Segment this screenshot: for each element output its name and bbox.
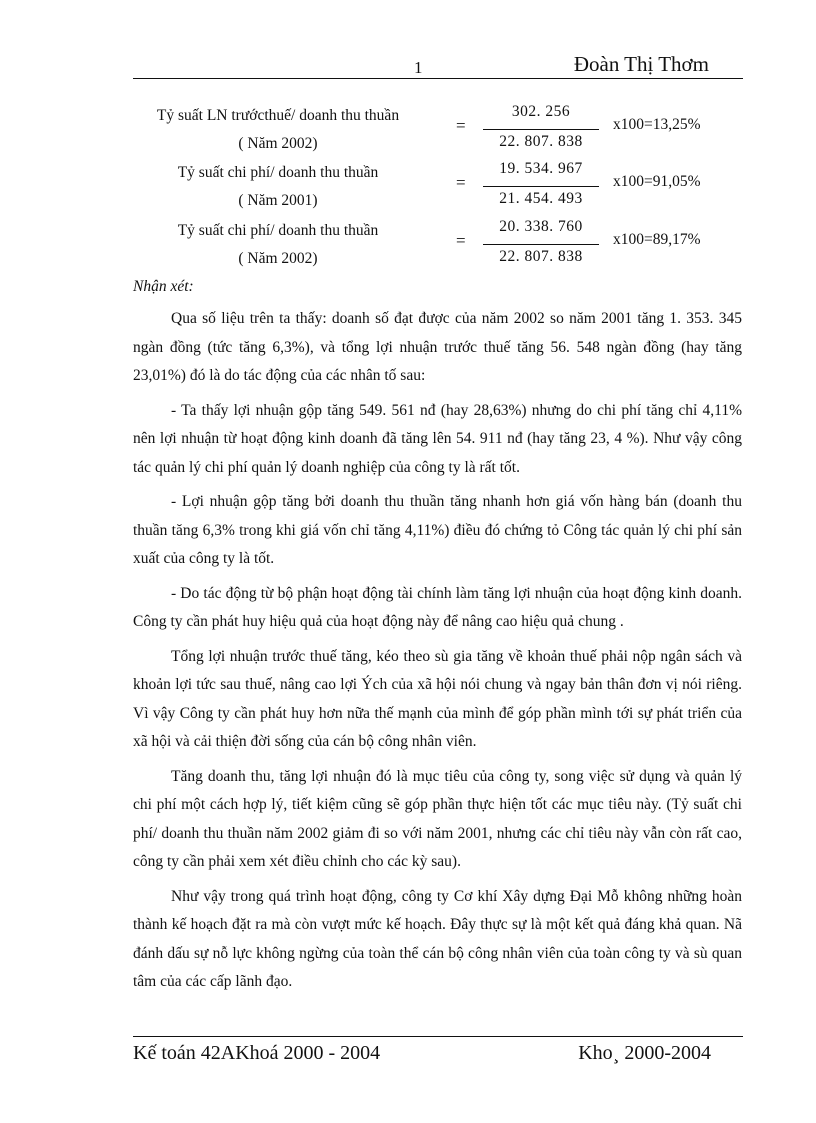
formula-label-line2: ( Năm 2002) [238,135,318,152]
header-rule [133,78,743,79]
paragraph: - Lợi nhuận gộp tăng bởi doanh thu thuần tăng nhanh hơn giá vốn hàng bán (doanh thu thuần tăng 6,3% trong khi giá vốn chỉ tăng 4,11%) điều đó chứng tỏ Công tác quản lý chi phí sản xuất của công ty là tốt. [133,493,742,567]
remarks-body [133,305,742,1003]
numerator: 302. 256 [511,103,571,120]
formula-label-line1: Tỷ suất chi phí/ doanh thu thuần [177,222,379,239]
fraction-bar [483,186,599,187]
paragraph: Qua số liệu trên ta thấy: doanh số đạt được của năm 2002 so năm 2001 tăng 1. 353. 345 ngàn đồng (tức tăng 6,3%), và tổng lợi nhuận trước thuế tăng 56. 548 ngàn đồng (hay tăng 23,01%) đó là do tác động của các nhân tố sau: [133,310,742,384]
equals-sign: = [456,173,466,192]
page-number: 1 [414,58,423,77]
paragraph: Tăng doanh thu, tăng lợi nhuận đó là mục tiêu của công ty, song việc sử dụng và quản lý chi phí một cách hợp lý, tiết kiệm cũng sẽ góp phần thực hiện tốt các mục tiêu này. (Tỷ suất chi phí/ doanh thu thuần năm 2002 giảm đi so với năm 2001, nhưng các chỉ tiêu này vẫn còn rất cao, công ty cần phải xem xét điều chỉnh cho các kỳ sau). [133,767,742,870]
denominator: 22. 807. 838 [499,133,583,150]
paragraph: Như vậy trong quá trình hoạt động, công ty Cơ khí Xây dựng Đại Mỗ không những hoàn thành kế hoạch đặt ra mà còn vượt mức kế hoạch. Đây thực sự là một kết quả đáng khả quan. Nã đánh dấu sự nỗ lực không ngừng của toàn thể cán bộ công nhân viên của toàn công ty và sù quan tâm của các cấp lãnh đạo. [133,887,742,990]
footer-rule [133,1036,743,1037]
denominator: 21. 454. 493 [499,190,583,207]
page-header [133,50,743,80]
page-footer [133,1042,743,1072]
numerator: 19. 534. 967 [499,160,583,177]
formula-cost-ratio-2001 [133,160,743,216]
equals-sign: = [456,231,466,250]
paragraph: - Do tác động từ bộ phận hoạt động tài chính làm tăng lợi nhuận của hoạt động kinh doanh. Công ty cần phát huy hiệu quả của hoạt động này để nâng cao hiệu quả chung . [133,584,742,630]
formula-label-line1: Tỷ suất chi phí/ doanh thu thuần [177,164,379,181]
remarks-title: Nhận xét: [133,278,194,295]
equals-sign: = [456,116,466,135]
formula-profit-ratio-2002 [133,103,743,159]
formula-label-line2: ( Năm 2001) [238,192,318,209]
paragraph: - Ta thấy lợi nhuận gộp tăng 549. 561 nđ (hay 28,63%) nhưng do chi phí tăng chỉ 4,11% nên lợi nhuận từ hoạt động kinh doanh đã tăng lên 54. 911 nđ (hay tăng 23, 4 %). Như vậy công tác quản lý chi phí quản lý doanh nghiệp của công ty là rất tốt. [133,401,742,476]
formula-label-line2: ( Năm 2002) [238,250,318,267]
numerator: 20. 338. 760 [499,218,583,235]
formula-result: x100=13,25% [613,116,701,133]
fraction-bar [483,244,599,245]
author-name: Đoàn Thị Thơm [573,52,709,76]
paragraph: Tổng lợi nhuận trước thuế tăng, kéo theo sù gia tăng về khoản thuế phải nộp ngân sách và khoản lợi tức sau thuế, nâng cao lợi Ých của xã hội nói chung và ngay bản thân đơn vị nói riêng. Vì vậy Công ty cần phát huy hơn nữa thế mạnh của mình để góp phần mình tới sự phát triển của xã hội và cải thiện đời sống của cán bộ công nhân viên. [133,647,742,750]
denominator: 22. 807. 838 [499,248,583,265]
fraction-bar [483,129,599,130]
formula-label-line1: Tỷ suất LN trướcthuế/ doanh thu thuần [156,107,400,124]
footer-right-text: Kho¸ 2000-2004 [578,1042,711,1064]
footer-left-text: Kế toán 42AKhoá 2000 - 2004 [133,1042,381,1064]
formula-result: x100=89,17% [613,231,701,248]
formula-result: x100=91,05% [613,173,701,190]
formula-cost-ratio-2002 [133,218,743,274]
